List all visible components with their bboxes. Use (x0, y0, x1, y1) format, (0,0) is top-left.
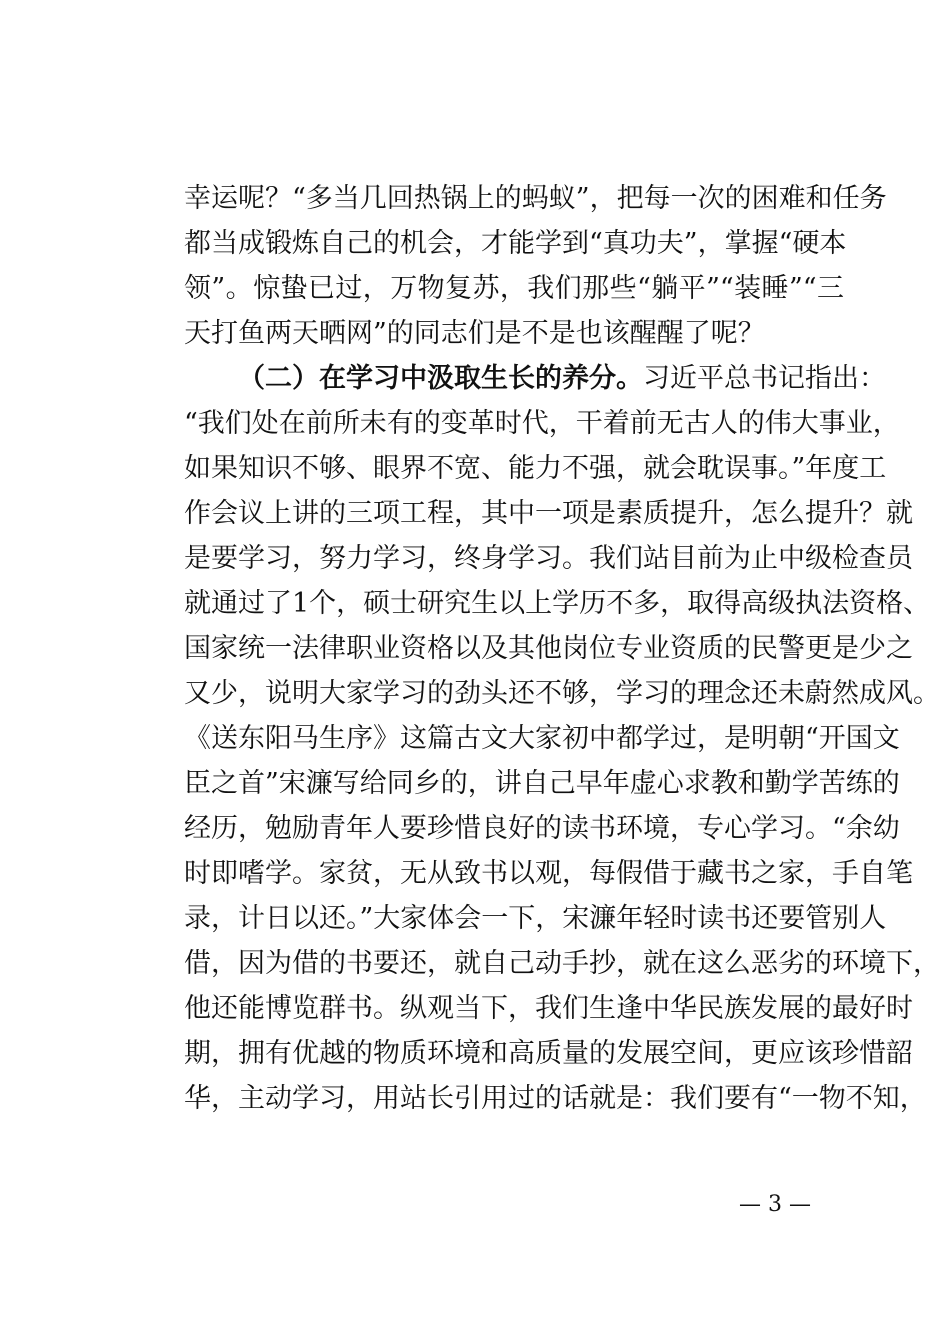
section-heading-rest: 习近平总书记指出： (643, 363, 886, 394)
section-heading: （二）在学习中汲取生长的养分。 (238, 363, 643, 394)
text-line-7: 如果知识不够、眼界不宽、能力不强，就会耽误事。”年度工 (184, 453, 887, 484)
text-line-10: 就通过了1个，硕士研究生以上学历不多，取得高级执法资格、 (184, 588, 931, 619)
text-line-9: 是要学习，努力学习，终身学习。我们站目前为止中级检查员 (184, 543, 913, 574)
text-line-12: 又少，说明大家学习的劲头还不够，学习的理念还未蔚然成风。 (184, 678, 940, 709)
text-line-11: 国家统一法律职业资格以及其他岗位专业资质的民警更是少之 (184, 633, 913, 664)
page-number: — 3 — (739, 1192, 811, 1217)
text-line-14: 臣之首”宋濂写给同乡的，讲自己早年虚心求教和勤学苦练的 (184, 768, 900, 799)
text-line-21: 华，主动学习，用站长引用过的话就是：我们要有“一物不知， (184, 1083, 927, 1114)
text-line-1: 幸运呢？“多当几回热锅上的蚂蚁”，把每一次的困难和任务 (184, 183, 887, 214)
text-line-18: 借，因为借的书要还，就自己动手抄，就在这么恶劣的环境下， (184, 948, 940, 979)
text-line-8: 作会议上讲的三项工程，其中一项是素质提升，怎么提升？就 (184, 498, 913, 529)
text-line-20: 期，拥有优越的物质环境和高质量的发展空间，更应该珍惜韶 (184, 1038, 913, 1069)
text-line-17: 录，计日以还。”大家体会一下，宋濂年轻时读书还要管别人 (184, 903, 887, 934)
text-line-3: 领”。惊蛰已过，万物复苏，我们那些“躺平”“装睡”“三 (184, 273, 844, 304)
text-line-6: “我们处在前所未有的变革时代，干着前无古人的伟大事业， (184, 408, 900, 439)
text-line-15: 经历，勉励青年人要珍惜良好的读书环境，专心学习。“余幼 (184, 813, 900, 844)
text-line-19: 他还能博览群书。纵观当下，我们生逢中华民族发展的最好时 (184, 993, 913, 1024)
text-line-4: 天打鱼两天晒网”的同志们是不是也该醒醒了呢？ (184, 318, 765, 349)
text-line-2: 都当成锻炼自己的机会，才能学到“真功夫”，掌握“硬本 (184, 228, 847, 259)
section-heading-line (238, 357, 886, 401)
text-line-13: 《送东阳马生序》这篇古文大家初中都学过，是明朝“开国文 (184, 723, 900, 754)
text-line-16: 时即嗜学。家贫，无从致书以观，每假借于藏书之家，手自笔 (184, 858, 913, 889)
